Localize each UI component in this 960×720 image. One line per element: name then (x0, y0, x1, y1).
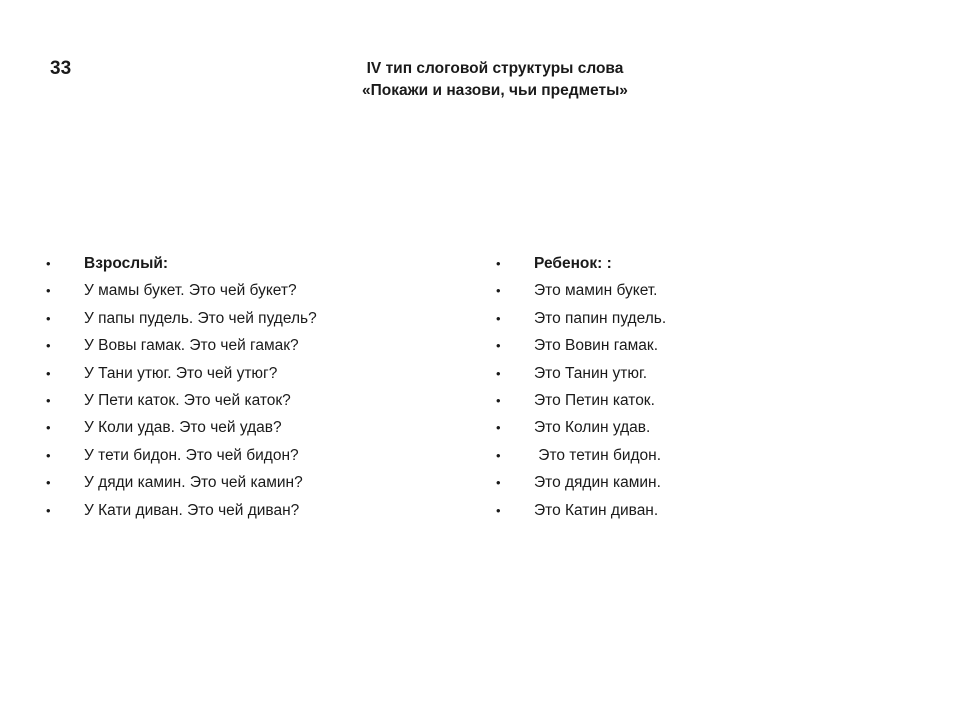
page-number: 33 (50, 58, 72, 79)
adult-question: У Коли удав. Это чей удав? (84, 419, 282, 437)
adult-column (46, 250, 466, 524)
child-answer: Это Вовин гамак. (534, 337, 659, 355)
child-column (496, 250, 916, 524)
list-item (46, 360, 466, 387)
adult-question: У тети бидон. Это чей бидон? (84, 446, 299, 464)
child-answer: Это Танин утюг. (534, 364, 648, 382)
child-answer: Это Катин диван. (534, 501, 659, 519)
list-item (496, 442, 916, 469)
list-item (46, 442, 466, 469)
adult-heading (46, 250, 466, 277)
bullet-icon: • (496, 283, 501, 299)
bullet-icon: • (496, 338, 501, 354)
bullet-icon: • (46, 475, 51, 491)
bullet-icon: • (46, 365, 51, 381)
page-title (300, 58, 690, 102)
bullet-icon: • (46, 338, 51, 354)
bullet-icon: • (496, 256, 501, 271)
list-item (46, 387, 466, 414)
child-answer: Это мамин букет. (534, 282, 658, 300)
adult-question: У папы пудель. Это чей пудель? (84, 309, 317, 327)
bullet-icon: • (496, 310, 501, 326)
list-item (46, 277, 466, 304)
child-answer: Это тетин бидон. (534, 446, 662, 464)
bullet-icon: • (496, 475, 501, 491)
adult-question: У Кати диван. Это чей диван? (84, 501, 300, 519)
list-item (46, 305, 466, 332)
adult-question: У дяди камин. Это чей камин? (84, 474, 303, 492)
list-item (496, 414, 916, 441)
list-item (496, 497, 916, 524)
adult-question: У Вовы гамак. Это чей гамак? (84, 337, 299, 355)
list-item (46, 497, 466, 524)
adult-heading-label: Взрослый: (84, 255, 169, 272)
list-item (496, 332, 916, 359)
bullet-icon: • (46, 502, 51, 518)
list-item (46, 414, 466, 441)
bullet-icon: • (496, 392, 501, 408)
child-answer: Это Колин удав. (534, 419, 651, 437)
adult-question: У Тани утюг. Это чей утюг? (84, 364, 278, 382)
list-item (496, 387, 916, 414)
bullet-icon: • (46, 392, 51, 408)
child-answer: Это дядин камин. (534, 474, 661, 492)
list-item (496, 305, 916, 332)
title-line-2: «Покажи и назови, чьи предметы» (362, 82, 628, 99)
bullet-icon: • (46, 256, 51, 271)
bullet-icon: • (496, 420, 501, 436)
child-answer: Это Петин каток. (534, 391, 655, 409)
bullet-icon: • (496, 365, 501, 381)
child-answer: Это папин пудель. (534, 309, 667, 327)
child-heading (496, 250, 916, 277)
bullet-icon: • (46, 283, 51, 299)
list-item (496, 469, 916, 496)
list-item (46, 332, 466, 359)
bullet-icon: • (46, 420, 51, 436)
bullet-icon: • (46, 447, 51, 463)
list-item (496, 360, 916, 387)
child-heading-label: Ребенок: : (534, 255, 612, 272)
bullet-icon: • (496, 502, 501, 518)
bullet-icon: • (46, 310, 51, 326)
list-item (496, 277, 916, 304)
adult-question: У Пети каток. Это чей каток? (84, 391, 291, 409)
bullet-icon: • (496, 447, 501, 463)
title-line-1: IV тип слоговой структуры слова (366, 60, 624, 77)
adult-question: У мамы букет. Это чей букет? (84, 282, 297, 300)
list-item (46, 469, 466, 496)
